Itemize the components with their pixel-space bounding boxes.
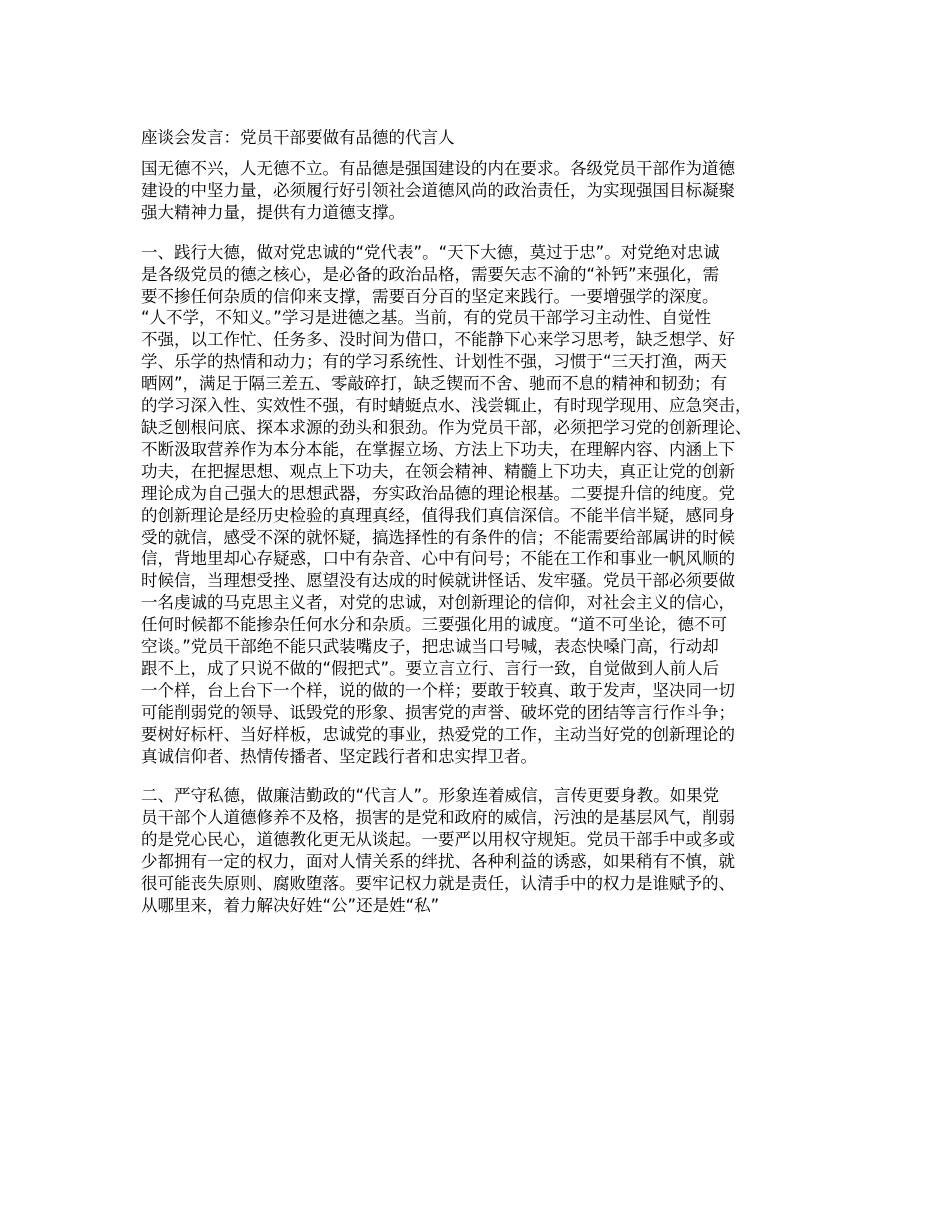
paragraph-line: 空谈。”党员干部绝不能只武装嘴皮子，把忠诚当口号喊，表态快嗓门高，行动却	[141, 637, 719, 657]
document-body	[141, 158, 831, 917]
paragraph-line: 员干部个人道德修养不及格，损害的是党和政府的威信，污浊的是基层风气，削弱	[141, 808, 735, 828]
paragraph-line: 的是党心民心，道德教化更无从谈起。一要严以用权守规矩。党员干部手中或多或	[141, 830, 735, 850]
paragraph-line: 受的就信，感受不深的就怀疑，搞选择性的有条件的信；不能需要给部属讲的时候	[141, 527, 735, 547]
paragraph-line: 理论成为自己强大的思想武器，夯实政治品德的理论根基。二要提升信的纯度。党	[141, 483, 735, 503]
paragraph-line: 缺乏刨根问底、探本求源的劲头和狠劲。作为党员干部，必须把学习党的创新理论、	[141, 417, 752, 437]
paragraph-line: 任何时候都不能掺杂任何水分和杂质。三要强化用的诚度。“道不可坐论，德不可	[141, 615, 728, 635]
paragraph-line: 信，背地里却心存疑惑，口中有杂音、心中有问号；不能在工作和事业一帆风顺的	[141, 549, 735, 569]
body-paragraph	[141, 785, 831, 916]
paragraph-line: 不强，以工作忙、任务多、没时间为借口，不能静下心来学习思考，缺乏想学、好	[141, 330, 735, 350]
paragraph-line: 的创新理论是经历史检验的真理真经，值得我们真信深信。不能半信半疑，感同身	[141, 505, 735, 525]
document-page	[141, 127, 831, 935]
paragraph-line: 晒网”，满足于隔三差五、零敲碎打，缺乏锲而不舍、驰而不息的精神和韧劲；有	[141, 374, 728, 394]
paragraph-line: 二、严守私德，做廉洁勤政的“代言人”。形象连着威信，言传更要身教。如果党	[141, 786, 720, 806]
document-title: 座谈会发言：党员干部要做有品德的代言人	[141, 128, 455, 147]
paragraph-line: “人不学，不知义。”学习是进德之基。当前，有的党员干部学习主动性、自觉性	[141, 308, 711, 328]
body-paragraph	[141, 158, 831, 224]
paragraph-line: 真诚信仰者、热情传播者、坚定践行者和忠实捍卫者。	[141, 746, 537, 766]
paragraph-line: 是各级党员的德之核心，是必备的政治品格，需要矢志不渝的“补钙”来强化，需	[141, 264, 720, 284]
paragraph-line: 一、践行大德，做对党忠诚的“党代表”。“天下大德，莫过于忠”。对党绝对忠诚	[141, 242, 720, 262]
paragraph-line: 国无德不兴，人无德不立。有品德是强国建设的内在要求。各级党员干部作为道德	[141, 159, 735, 178]
body-paragraph	[141, 242, 831, 768]
paragraph-line: 学、乐学的热情和动力；有的学习系统性、计划性不强，习惯于“三天打渔，两天	[141, 352, 728, 372]
paragraph-line: 少都拥有一定的权力，面对人情关系的绊扰、各种利益的诱惑，如果稍有不慎，就	[141, 852, 735, 872]
paragraph-line: 强大精神力量，提供有力道德支撑。	[141, 202, 405, 222]
paragraph-line: 要树好标杆、当好样板，忠诚党的事业，热爱党的工作，主动当好党的创新理论的	[141, 724, 735, 744]
paragraph-line: 跟不上，成了只说不做的“假把式”。要立言立行、言行一致，自觉做到人前人后	[141, 658, 720, 678]
paragraph-line: 从哪里来，着力解决好姓“公”还是姓“私”	[141, 896, 440, 915]
paragraph-line: 可能削弱党的领导、诋毁党的形象、损害党的声誉、破坏党的团结等言行作斗争；	[141, 702, 735, 722]
paragraph-line: 很可能丧失原则、腐败堕落。要牢记权力就是责任，认清手中的权力是谁赋予的、	[141, 874, 735, 894]
paragraph-line: 时候信，当理想受挫、愿望没有达成的时候就讲怪话、发牢骚。党员干部必须要做	[141, 571, 735, 591]
paragraph-line: 一名虔诚的马克思主义者，对党的忠诚，对创新理论的信仰，对社会主义的信心，	[141, 593, 735, 613]
paragraph-line: 功夫，在把握思想、观点上下功夫，在领会精神、精髓上下功夫，真正让党的创新	[141, 461, 735, 481]
paragraph-line: 的学习深入性、实效性不强，有时蜻蜓点水、浅尝辄止，有时现学现用、应急突击，	[141, 396, 752, 416]
paragraph-line: 不断汲取营养作为本分本能，在掌握立场、方法上下功夫，在理解内容、内涵上下	[141, 439, 735, 459]
paragraph-line: 一个样，台上台下一个样，说的做的一个样；要敢于较真、敢于发声，坚决同一切	[141, 680, 735, 700]
paragraph-line: 要不掺任何杂质的信仰来支撑，需要百分百的坚定来践行。一要增强学的深度。	[141, 286, 719, 306]
paragraph-line: 建设的中坚力量，必须履行好引领社会道德风尚的政治责任，为实现强国目标凝聚	[141, 180, 735, 200]
